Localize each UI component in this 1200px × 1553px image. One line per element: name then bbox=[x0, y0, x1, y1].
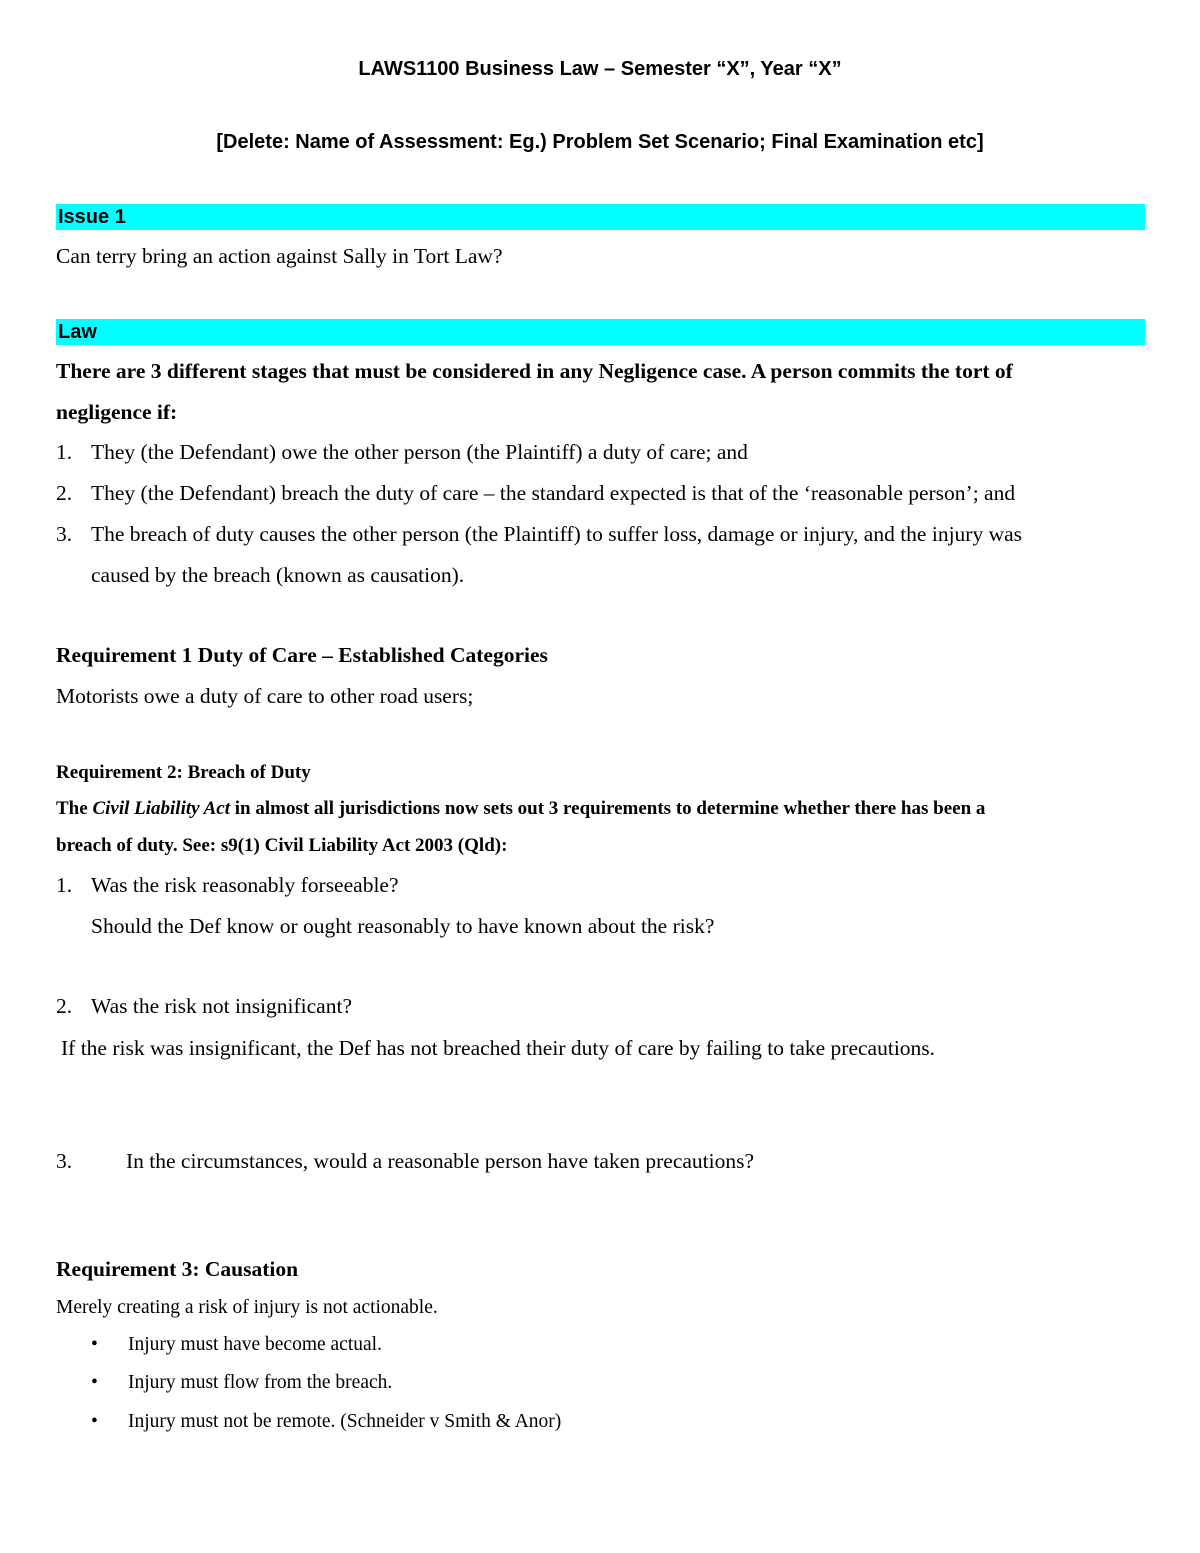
issue-heading: Issue 1 bbox=[58, 206, 126, 228]
req2-item-1 bbox=[56, 873, 399, 898]
req2-intro-act-name: Civil Liability Act bbox=[92, 798, 230, 819]
req1-text: Motorists owe a duty of care to other road users; bbox=[56, 684, 474, 708]
bullet-icon: • bbox=[91, 1372, 98, 1393]
law-stage-1 bbox=[56, 440, 748, 465]
list-text: Was the risk not insignificant? bbox=[91, 994, 352, 1018]
req3-intro: Merely creating a risk of injury is not actionable. bbox=[56, 1297, 438, 1318]
list-text: In the circumstances, would a reasonable person have taken precautions? bbox=[126, 1149, 755, 1173]
req2-intro-pre: The bbox=[56, 798, 93, 819]
req3-heading: Requirement 3: Causation bbox=[56, 1257, 299, 1281]
list-text: They (the Defendant) owe the other person (the Plaintiff) a duty of care; and bbox=[91, 440, 748, 464]
law-stage-3 bbox=[56, 522, 1022, 547]
course-title: LAWS1100 Business Law – Semester “X”, Year “X” bbox=[358, 58, 842, 80]
law-heading: Law bbox=[58, 321, 97, 343]
req2-item-2-sub: If the risk was insignificant, the Def has not breached their duty of care by failing to take precautions. bbox=[61, 1036, 936, 1060]
list-text: Injury must not be remote. (Schneider v Smith & Anor) bbox=[128, 1411, 562, 1432]
list-text: Injury must flow from the breach. bbox=[128, 1372, 393, 1393]
list-number: 2. bbox=[56, 994, 73, 1018]
list-text: Was the risk reasonably forseeable? bbox=[91, 873, 399, 897]
law-intro-line1: There are 3 different stages that must be considered in any Negligence case. A person commits the tort of bbox=[56, 359, 1013, 383]
list-number: 3. bbox=[56, 1149, 73, 1173]
law-heading-band bbox=[56, 319, 1145, 345]
req2-intro-post: in almost all jurisdictions now sets out 3 requirements to determine whether there has been a bbox=[230, 798, 986, 819]
req2-intro-line2: breach of duty. See: s9(1) Civil Liability Act 2003 (Qld): bbox=[56, 835, 508, 856]
bullet-icon: • bbox=[91, 1334, 98, 1355]
bullet-icon: • bbox=[91, 1411, 98, 1432]
req1-heading: Requirement 1 Duty of Care – Established Categories bbox=[56, 643, 548, 667]
list-number: 1. bbox=[56, 440, 73, 464]
law-stage-3-continuation: caused by the breach (known as causation). bbox=[91, 563, 465, 587]
assessment-placeholder: [Delete: Name of Assessment: Eg.) Problem Set Scenario; Final Examination etc] bbox=[216, 131, 984, 153]
list-text: They (the Defendant) breach the duty of care – the standard expected is that of the ‘reasonable person’; and bbox=[91, 481, 1016, 505]
list-text: Injury must have become actual. bbox=[128, 1334, 382, 1355]
list-number: 3. bbox=[56, 522, 73, 546]
list-text: The breach of duty causes the other person (the Plaintiff) to suffer loss, damage or injury, and the injury was bbox=[91, 522, 1023, 546]
req3-bullet-3 bbox=[91, 1411, 561, 1433]
req3-bullet-2 bbox=[91, 1372, 392, 1394]
req2-item-1-sub: Should the Def know or ought reasonably to have known about the risk? bbox=[91, 914, 715, 938]
list-number: 2. bbox=[56, 481, 73, 505]
list-number: 1. bbox=[56, 873, 73, 897]
req2-intro-line1 bbox=[56, 798, 985, 820]
law-stage-2 bbox=[56, 481, 1015, 506]
req3-bullet-1 bbox=[91, 1334, 382, 1356]
law-intro-line2: negligence if: bbox=[56, 400, 178, 424]
req2-item-3 bbox=[56, 1149, 754, 1174]
req2-heading: Requirement 2: Breach of Duty bbox=[56, 762, 311, 783]
issue-heading-band bbox=[56, 204, 1145, 230]
req2-item-2 bbox=[56, 994, 352, 1019]
issue-question: Can terry bring an action against Sally in Tort Law? bbox=[56, 244, 503, 268]
